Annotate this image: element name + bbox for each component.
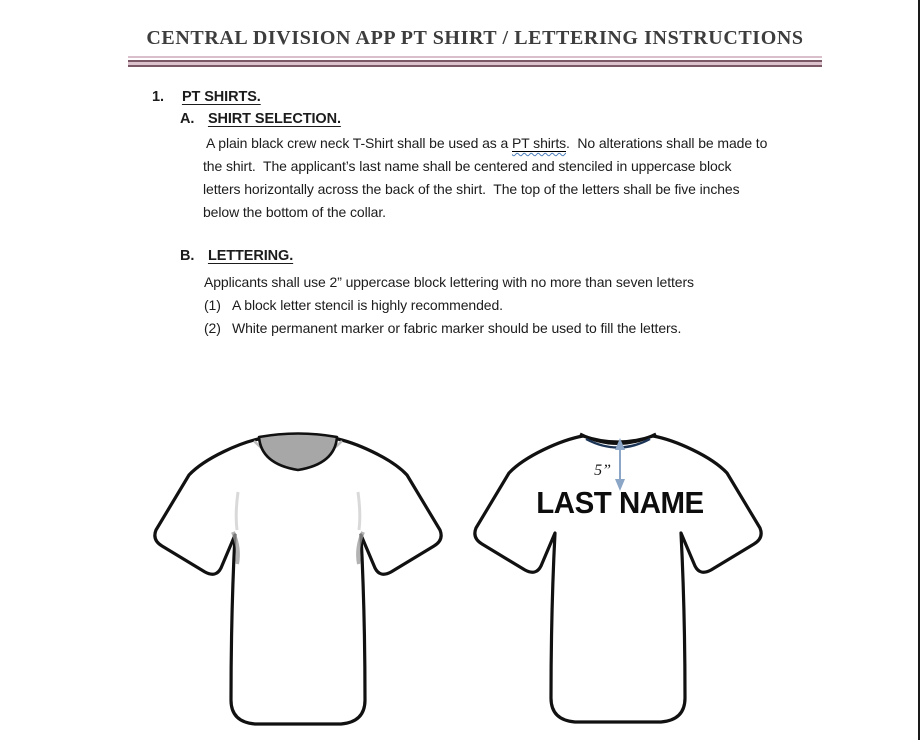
tshirt-back-body: [475, 436, 761, 722]
list-item-number: (2): [204, 320, 221, 336]
lettering-body: [204, 271, 694, 340]
divider-band: [128, 60, 822, 67]
tshirt-front-body: [155, 438, 441, 724]
title-divider: [128, 56, 822, 67]
pt-shirts-term: PT shirts: [511, 135, 567, 151]
heading-shirt-selection: SHIRT SELECTION.: [207, 111, 341, 127]
list-item-text: A block letter stencil is highly recommended.: [232, 297, 503, 313]
shoulder-shading-right: [358, 492, 360, 530]
heading-pt-shirts: PT SHIRTS.: [181, 89, 261, 105]
shirt-selection-paragraph: [203, 132, 767, 224]
tshirt-front-figure: [143, 422, 463, 740]
measurement-label: 5”: [594, 462, 611, 479]
sub-label-b: B.: [180, 248, 195, 264]
page-edge-line: [918, 0, 920, 740]
divider-thin-line: [128, 56, 822, 58]
paragraph-line: the shirt. The applicant’s last name shall be centered and stenciled in uppercase block: [203, 158, 732, 174]
paragraph-text: . No alterations shall be made to: [566, 135, 768, 151]
section-pt-shirts: [152, 89, 261, 105]
list-item: [204, 294, 694, 317]
page-title: CENTRAL DIVISION APP PT SHIRT / LETTERING INSTRUCTIONS: [146, 27, 804, 49]
lettering-intro: Applicants shall use 2” uppercase block lettering with no more than seven letters: [204, 274, 694, 290]
list-item-text: White permanent marker or fabric marker should be used to fill the letters.: [232, 320, 682, 336]
paragraph-line: below the bottom of the collar.: [203, 204, 386, 220]
last-name-text: LAST NAME: [536, 486, 704, 521]
subsection-a: [180, 111, 341, 127]
shoulder-shading-left: [236, 492, 238, 530]
list-number-1: 1.: [152, 89, 164, 105]
list-item: [204, 317, 694, 340]
paragraph-line: [203, 132, 767, 155]
paragraph-text: A plain black crew neck T-Shirt shall be used as a: [203, 135, 512, 151]
list-item-number: (1): [204, 297, 221, 313]
subsection-b: [180, 248, 293, 264]
paragraph-line: letters horizontally across the back of the shirt. The top of the letters shall be five inches: [203, 181, 740, 197]
heading-lettering: LETTERING.: [207, 248, 294, 264]
tshirt-back-figure: [463, 420, 783, 738]
sub-label-a: A.: [180, 111, 195, 127]
